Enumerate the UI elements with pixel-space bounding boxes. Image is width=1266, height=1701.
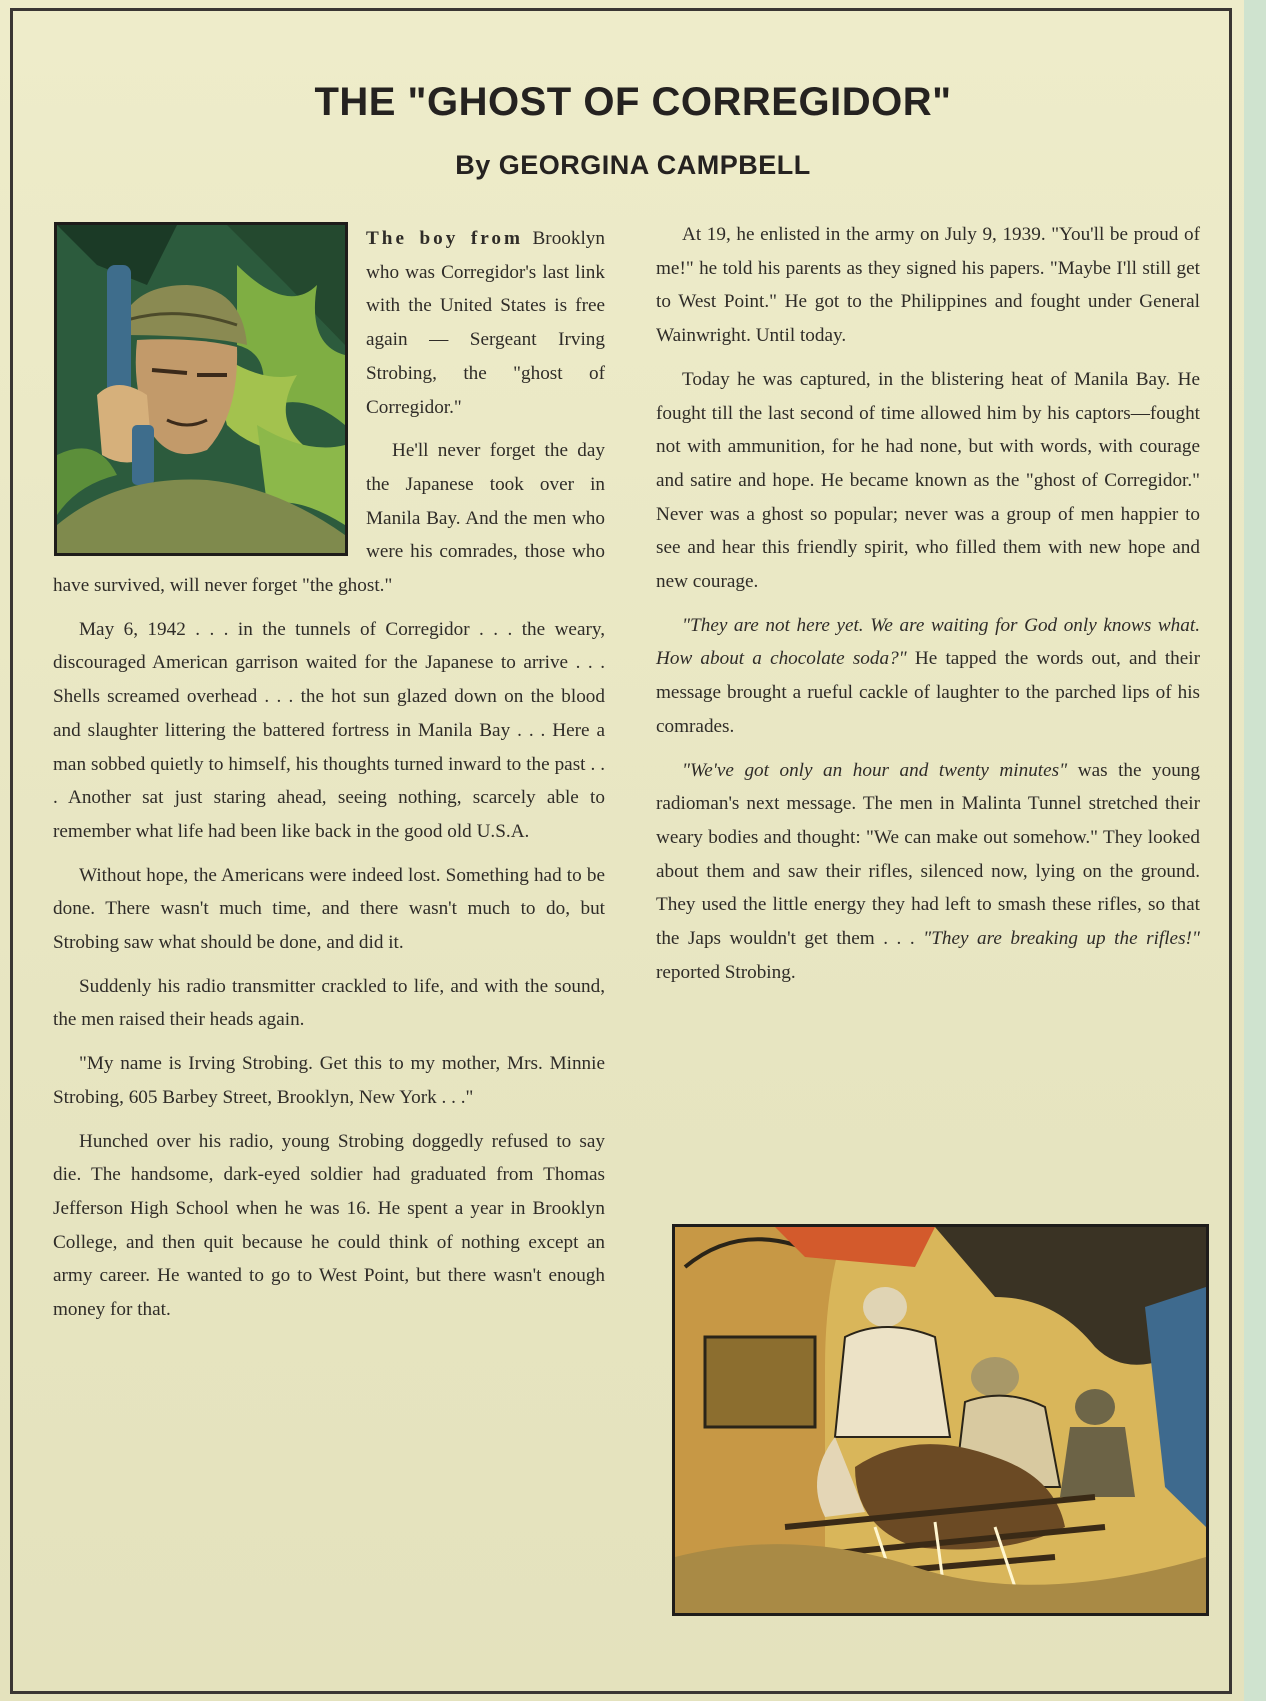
- right-column: [656, 218, 1200, 999]
- paragraph: [656, 754, 1200, 990]
- radio-message: "We've got only an hour and twenty minutes": [682, 759, 1068, 781]
- paragraph: Suddenly his radio transmitter crackled to life, and with the sound, the men raised their heads again.: [53, 975, 605, 1031]
- paragraph: He'll never forget the day the Japanese took over in Manila Bay. And the men who were his comrades, those who have survived, will never forget "the ghost.": [53, 440, 605, 597]
- article-byline: By GEORGINA CAMPBELL: [455, 150, 811, 180]
- paragraph-text: He tapped the words out, and their message brought a rueful cackle of laughter to the parched lips of his comrades.: [656, 648, 1200, 737]
- paragraph: May 6, 1942 . . . in the tunnels of Corregidor . . . the weary, discouraged American garrison waited for the Japanese to arrive . . . Shells screamed overhead . . . the hot sun glazed down on the blood and slaughter littering the battered fortress in Manila Bay . . . Here a man sobbed quietly to himself, his thoughts turned inward to the past . . . Another sat just staring ahead, seeing nothing, scarcely able to remember what life had been like back in the good old U.S.A.: [53, 618, 605, 842]
- soldier-radio-image: [57, 225, 345, 553]
- paragraph: At 19, he enlisted in the army on July 9, 1939. "You'll be proud of me!" he told his parents as they signed his papers. "Maybe I'll still get to West Point." He got to the Philippines and fought under General Wainwright. Until today.: [656, 224, 1200, 347]
- paragraph-text: was the young radioman's next message. The men in Malinta Tunnel stretched their weary bodies and thought: "We can make out somehow." They looked about them and saw their rifles, silenced now, lying on the ground. They used the little energy they had left to smash these rifles, so that the Japs wouldn't get them . . .: [656, 759, 1200, 950]
- paragraph: Today he was captured, in the blistering heat of Manila Bay. He fought till the last second of time allowed him by his captors—fought not with ammunition, for he had none, but with words, with courage and satire and hope. He became known as the "ghost of Corregidor." Never was a ghost so popular; never was a group of men happier to see and hear this friendly spirit, who filled them with new hope and new courage.: [656, 368, 1200, 593]
- lead-words: The boy from: [366, 228, 523, 249]
- radio-message: "They are breaking up the rifles!": [923, 928, 1200, 950]
- lead-rest: Brooklyn who was Corregidor's last link with the United States is free again — Sergeant Irving Strobing, the "ghost of Corregidor.": [366, 228, 605, 418]
- illustration-soldier-radio: [54, 222, 348, 556]
- radio-message: "They are not here yet. We are waiting for God only knows what. How about a chocolate soda?": [656, 614, 1200, 670]
- paragraph: Hunched over his radio, young Strobing doggedly refused to say die. The handsome, dark-eyed soldier had graduated from Thomas Jefferson High School when he was 16. He spent a year in Brooklyn College, and then quit because he could think of nothing except an army career. He wanted to go to West Point, but there wasn't enough money for that.: [53, 1130, 605, 1321]
- paragraph: Without hope, the Americans were indeed lost. Something had to be done. There wasn't much time, and there wasn't much to do, but Strobing saw what should be done, and did it.: [53, 864, 605, 954]
- paragraph: [656, 609, 1200, 744]
- tunnel-scene-image: [675, 1227, 1206, 1613]
- illustration-tunnel-rifles: [672, 1224, 1209, 1616]
- article-title: THE "GHOST OF CORREGIDOR": [314, 80, 952, 124]
- page-edge: [1244, 0, 1266, 1701]
- paragraph-text: reported Strobing.: [656, 961, 796, 983]
- paragraph: "My name is Irving Strobing. Get this to my mother, Mrs. Minnie Strobing, 605 Barbey Street, Brooklyn, New York . . .": [53, 1053, 605, 1108]
